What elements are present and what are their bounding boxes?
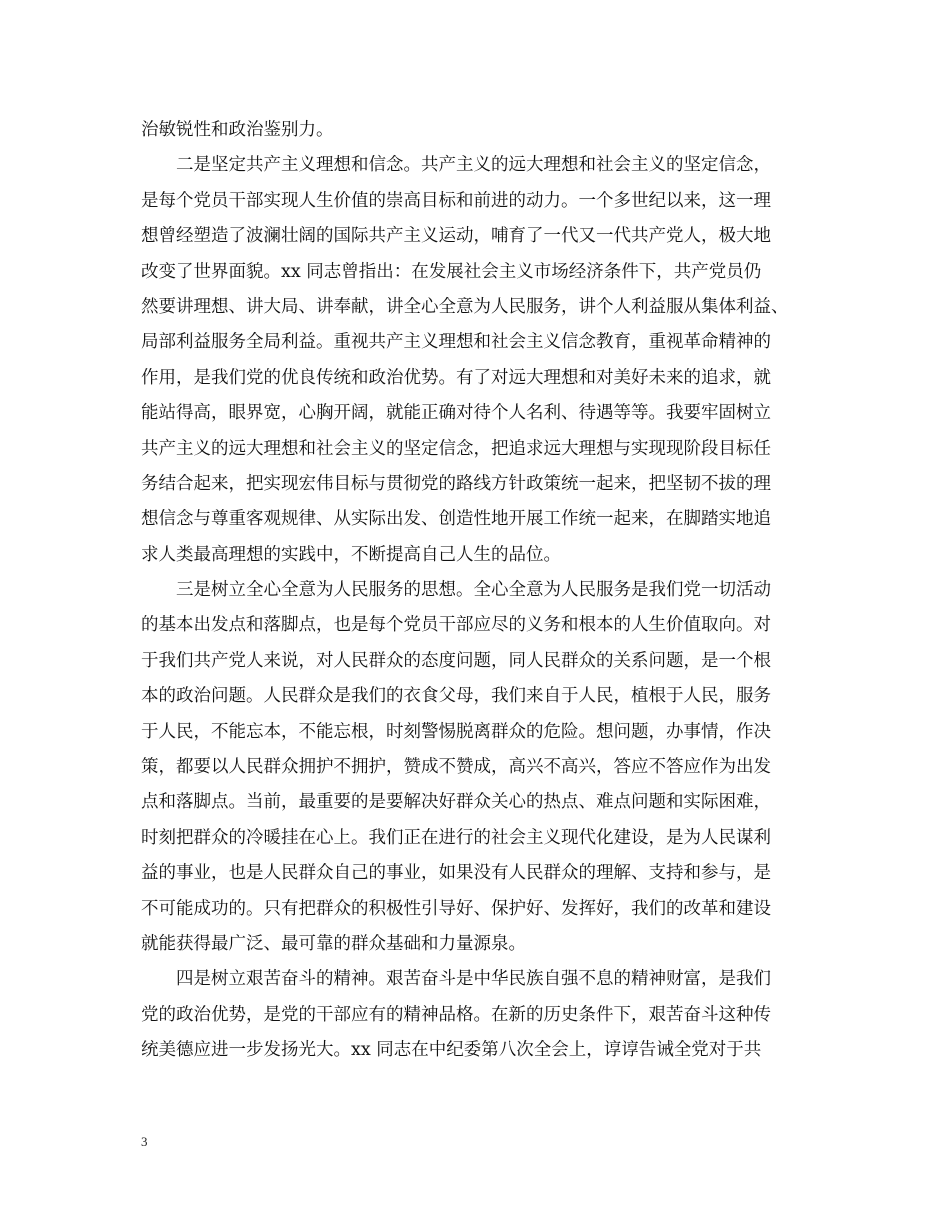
text-line: 就能获得最广泛、最可靠的群众基础和力量源泉。 [141,933,526,954]
body-text [141,113,841,1069]
text-line: 本的政治问题。人民群众是我们的衣食父母，我们来自于人民，植根于人民，服务 [141,686,771,707]
text-line: 局部利益服务全局利益。重视共产主义理想和社会主义信念教育，重视革命精神的 [141,332,771,353]
text-line: 想信念与尊重客观规律、从实际出发、创造性地开展工作统一起来，在脚踏实地追 [141,509,771,530]
text-line: 能站得高，眼界宽，心胸开阔，就能正确对待个人名利、待遇等等。我要牢固树立 [141,403,771,424]
text-line: 于我们共产党人来说，对人民群众的态度问题，同人民群众的关系问题，是一个根 [141,650,771,671]
text-line: 求人类最高理想的实践中，不断提高自己人生的品位。 [141,544,561,565]
text-line: 四是树立艰苦奋斗的精神。艰苦奋斗是中华民族自强不息的精神财富，是我们 [176,969,771,990]
text-line: 统美德应进一步发扬光大。xx 同志在中纪委第八次全会上，谆谆告诫全党对于共 [141,1040,762,1061]
text-line: 然要讲理想、讲大局、讲奉献，讲全心全意为人民服务，讲个人利益服从集体利益、 [141,296,789,317]
text-line: 的基本出发点和落脚点，也是每个党员干部应尽的义务和根本的人生价值取向。对 [141,615,771,636]
text-line: 策，都要以人民群众拥护不拥护，赞成不赞成，高兴不高兴，答应不答应作为出发 [141,757,771,778]
text-line: 改变了世界面貌。xx 同志曾指出：在发展社会主义市场经济条件下，共产党员仍 [141,261,762,282]
text-line: 共产主义的远大理想和社会主义的坚定信念，把追求远大理想与实现现阶段目标任 [141,438,771,459]
text-line: 作用，是我们党的优良传统和政治优势。有了对远大理想和对美好未来的追求，就 [141,367,771,388]
text-line: 二是坚定共产主义理想和信念。共产主义的远大理想和社会主义的坚定信念， [176,155,771,176]
text-line: 时刻把群众的冷暖挂在心上。我们正在进行的社会主义现代化建设，是为人民谋利 [141,827,771,848]
text-line: 是每个党员干部实现人生价值的崇高目标和前进的动力。一个多世纪以来，这一理 [141,190,771,211]
page-number: 3 [141,1134,148,1149]
text-line: 于人民，不能忘本，不能忘根，时刻警惕脱离群众的危险。想问题，办事情，作决 [141,721,771,742]
text-line: 务结合起来，把实现宏伟目标与贯彻党的路线方针政策统一起来，把坚韧不拔的理 [141,473,771,494]
text-line: 治敏锐性和政治鉴别力。 [141,120,334,140]
text-line: 想曾经塑造了波澜壮阔的国际共产主义运动，哺育了一代又一代共产党人，极大地 [141,226,771,247]
text-line: 不可能成功的。只有把群众的积极性引导好、保护好、发挥好，我们的改革和建设 [141,898,771,919]
text-line: 三是树立全心全意为人民服务的思想。全心全意为人民服务是我们党一切活动 [176,580,771,601]
text-line: 党的政治优势，是党的干部应有的精神品格。在新的历史条件下，艰苦奋斗这种传 [141,1004,771,1025]
text-line: 点和落脚点。当前，最重要的是要解决好群众关心的热点、难点问题和实际困难， [141,792,771,813]
text-line: 益的事业，也是人民群众自己的事业，如果没有人民群众的理解、支持和参与，是 [141,863,771,884]
